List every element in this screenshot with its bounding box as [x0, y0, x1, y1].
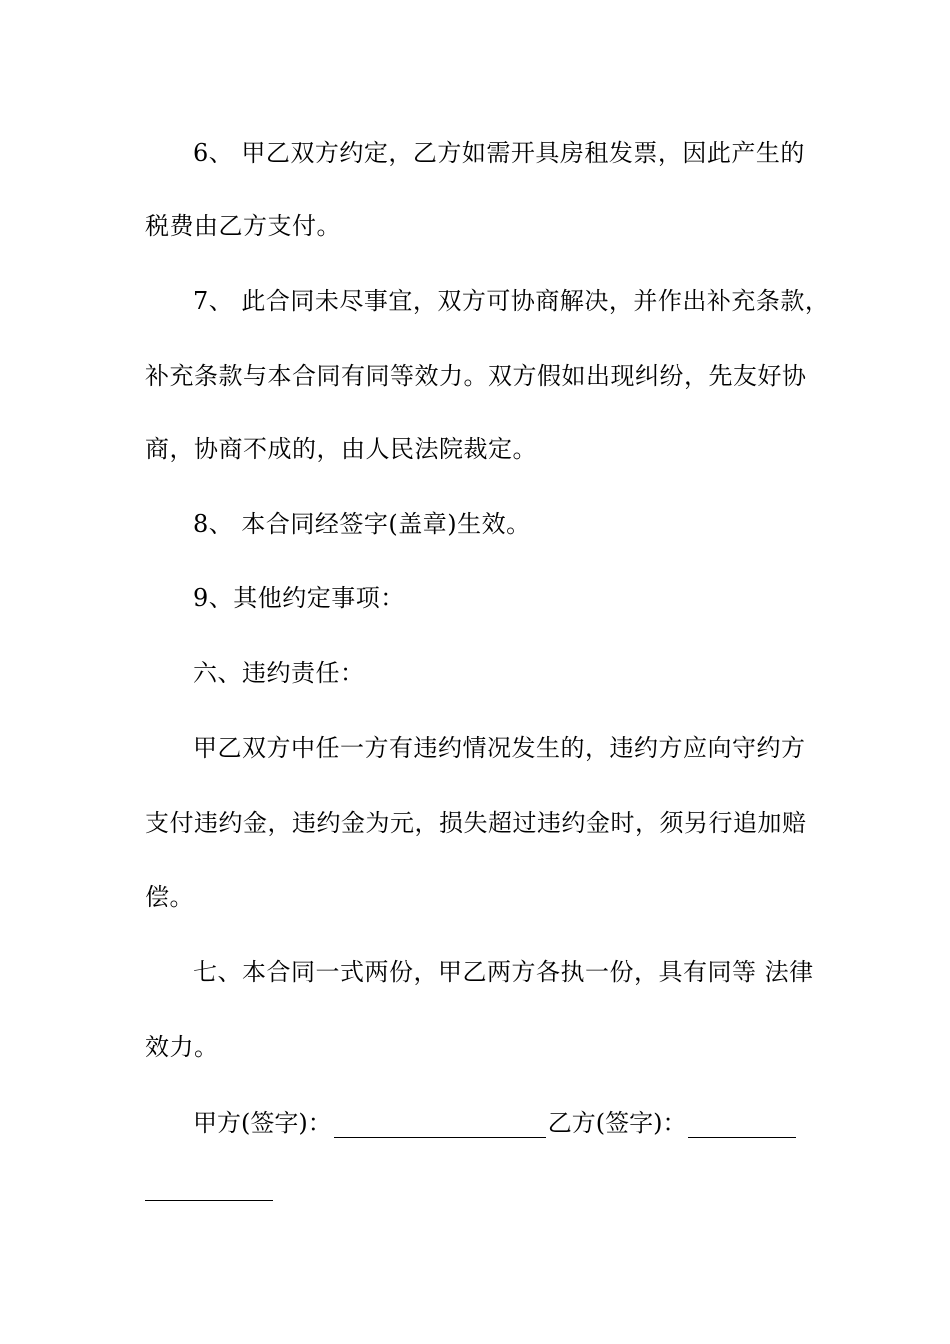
section-7-line-2: 效力。 [145, 1033, 219, 1061]
clause-6-line-2: 税费由乙方支付。 [145, 212, 341, 240]
party-a-signature-blank[interactable] [334, 1111, 546, 1138]
section-6-line-3: 偿。 [145, 883, 194, 911]
clause-7-line-1: 7、 此合同未尽事宜，双方可协商解决，并作出补充条款， [193, 287, 830, 315]
section-6-heading: 六、违约责任： [193, 659, 365, 687]
clause-8: 8、 本合同经签字(盖章)生效。 [193, 510, 531, 538]
clause-7-line-2: 补充条款与本合同有同等效力。双方假如出现纠纷，先友好协 [145, 362, 807, 390]
party-a-signature-label: 甲方(签字)： [193, 1109, 332, 1137]
section-6-line-2: 支付违约金，违约金为元，损失超过违约金时，须另行追加赔 [145, 809, 807, 837]
section-7-line-1: 七、本合同一式两份，甲乙两方各执一份，具有同等 法律 [193, 958, 814, 986]
signature-row [193, 1108, 798, 1138]
clause-7-line-3: 商，协商不成的，由人民法院裁定。 [145, 435, 537, 463]
clause-9: 9、其他约定事项： [193, 584, 405, 612]
party-b-signature-label: 乙方(签字)： [547, 1109, 687, 1137]
clause-6-line-1: 6、 甲乙双方约定，乙方如需开具房租发票，因此产生的 [193, 139, 805, 167]
section-6-line-1: 甲乙双方中任一方有违约情况发生的，违约方应向守约方 [193, 734, 806, 762]
party-b-signature-blank-continued[interactable] [145, 1200, 273, 1201]
party-b-signature-blank[interactable] [688, 1111, 796, 1138]
